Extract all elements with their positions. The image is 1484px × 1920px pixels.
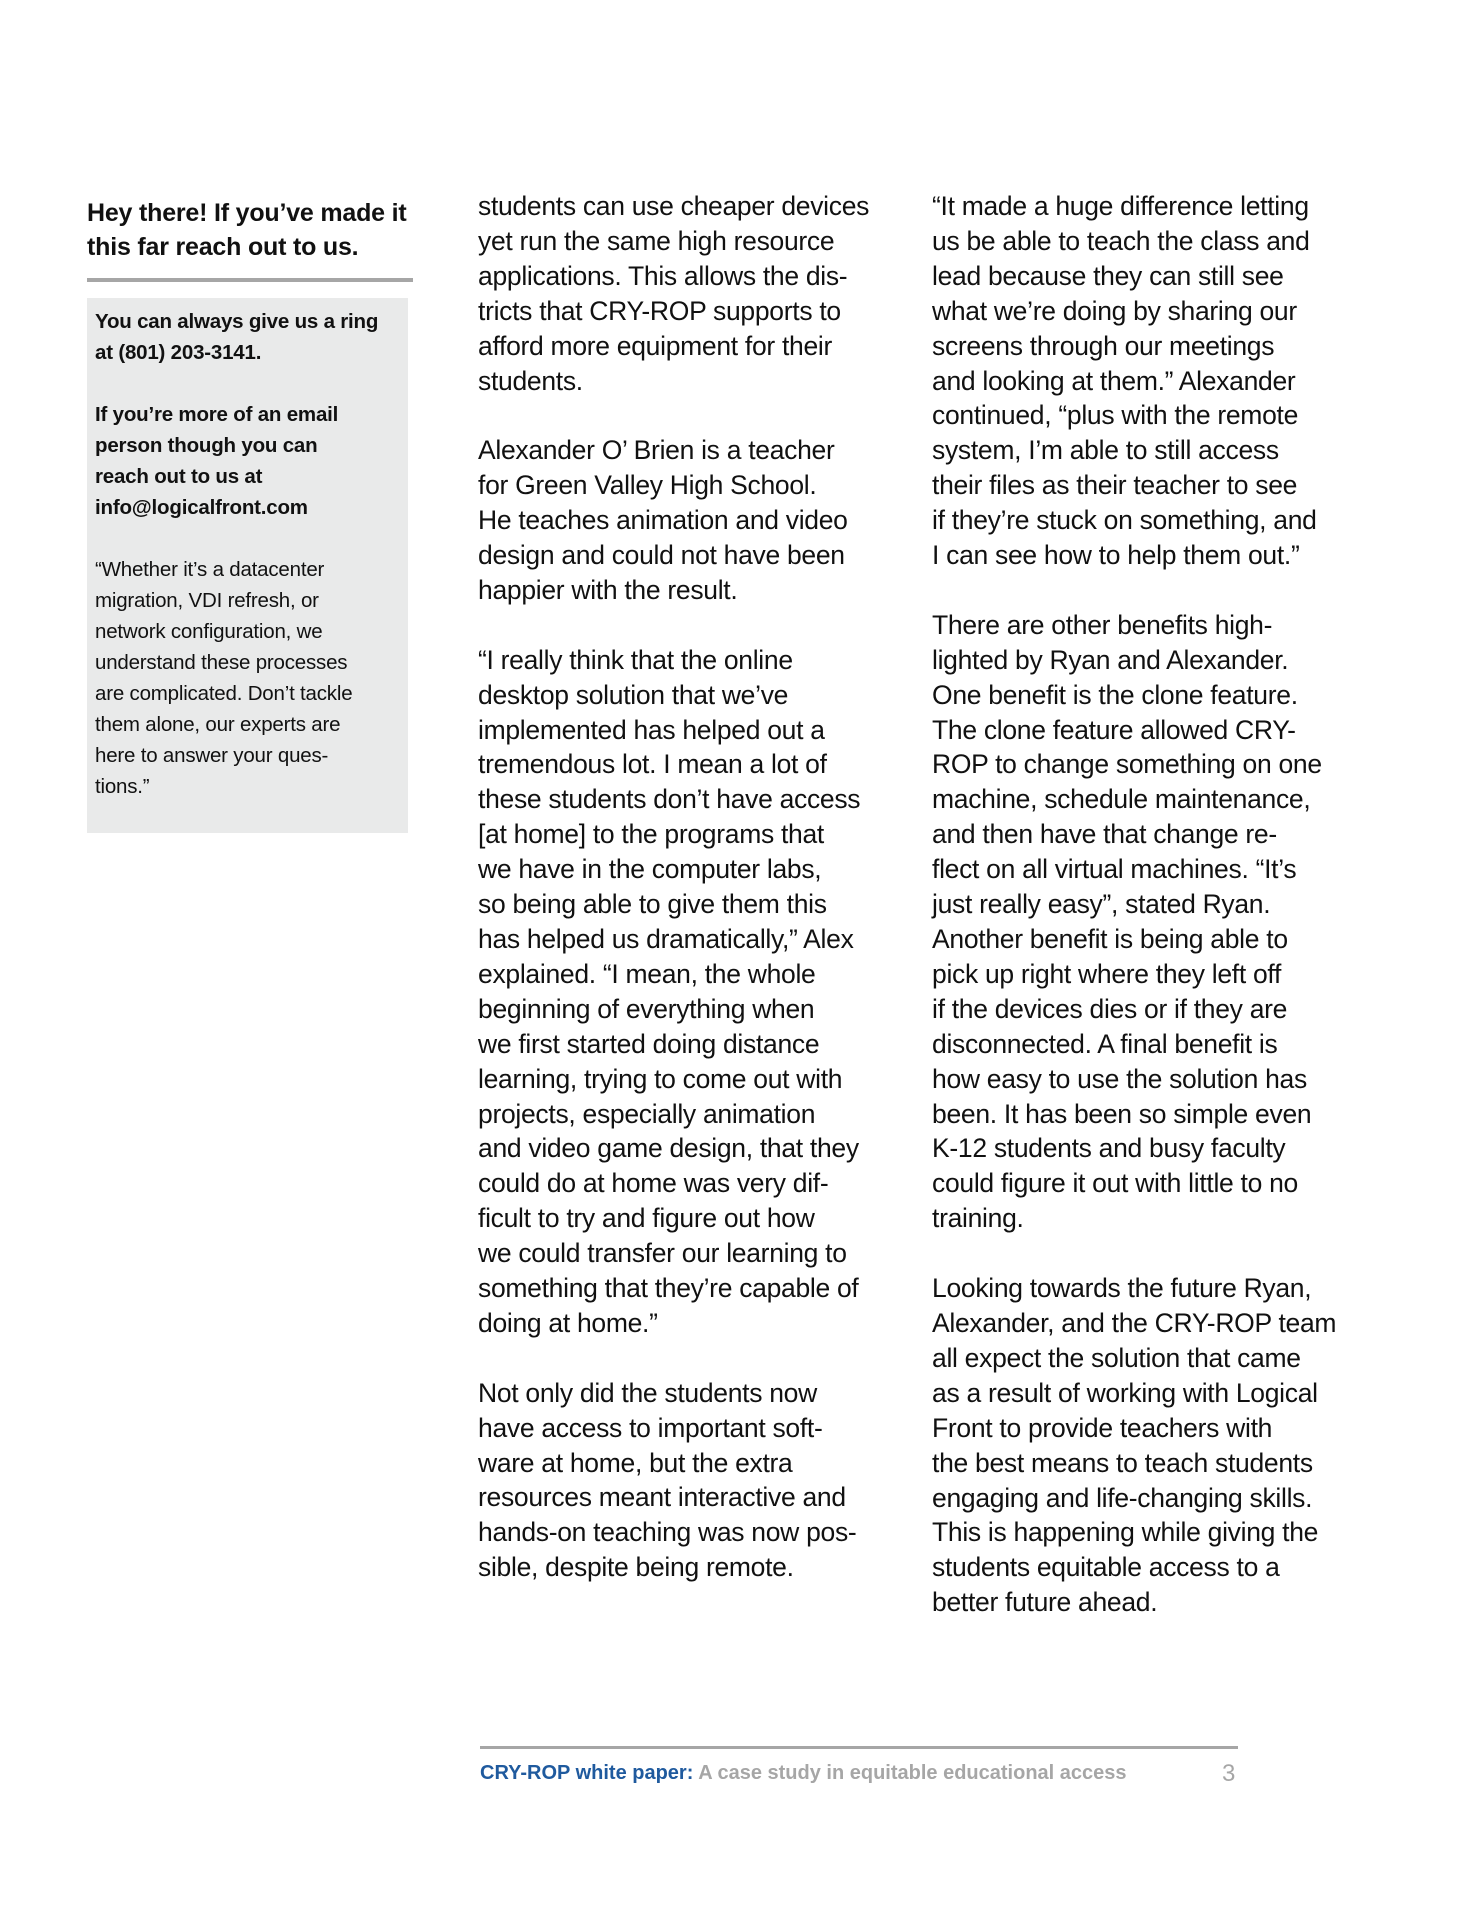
sidebar-heading bbox=[87, 196, 417, 264]
text-line: for Green Valley High School. bbox=[478, 470, 817, 501]
quote-line: them alone, our experts are bbox=[95, 713, 341, 736]
text-line: happier with the result. bbox=[478, 574, 738, 605]
paragraph-future bbox=[932, 1271, 1362, 1620]
text-line: projects, especially animation bbox=[478, 1098, 816, 1129]
body-column-right bbox=[932, 189, 1362, 1620]
contact-info-box bbox=[87, 298, 408, 833]
text-line: students equitable access to a bbox=[932, 1552, 1280, 1583]
text-line: Front to provide teachers with bbox=[932, 1412, 1273, 1443]
text-line: doing at home.” bbox=[478, 1307, 658, 1338]
text-line: Alexander O’ Brien is a teacher bbox=[478, 435, 835, 466]
email-address-link[interactable]: info@logicalfront.com bbox=[95, 496, 308, 519]
footer-subtitle: A case study in equitable educational access bbox=[698, 1762, 1127, 1784]
text-line: students. bbox=[478, 365, 583, 396]
text-line: yet run the same high resource bbox=[478, 225, 835, 256]
text-line: lighted by Ryan and Alexander. bbox=[932, 644, 1289, 675]
paragraph-teacher-intro bbox=[478, 433, 898, 608]
text-line: sible, despite being remote. bbox=[478, 1552, 794, 1583]
text-line: and video game design, that they bbox=[478, 1133, 859, 1164]
paragraph-devices bbox=[478, 189, 898, 398]
text-line: how easy to use the solution has bbox=[932, 1063, 1307, 1094]
text-line: ficult to try and figure out how bbox=[478, 1203, 815, 1234]
quote-line: understand these processes bbox=[95, 651, 348, 674]
text-line: afford more equipment for their bbox=[478, 330, 833, 361]
text-line: learning, trying to come out with bbox=[478, 1063, 843, 1094]
text-line: us be able to teach the class and bbox=[932, 225, 1310, 256]
text-line: pick up right where they left off bbox=[932, 958, 1282, 989]
paragraph-difference-quote bbox=[932, 189, 1362, 573]
email-paragraph bbox=[95, 399, 400, 523]
text-line: been. It has been so simple even bbox=[932, 1098, 1312, 1129]
text-line: Another benefit is being able to bbox=[932, 924, 1288, 955]
text-line: Alexander, and the CRY-ROP team bbox=[932, 1307, 1337, 1338]
contact-sidebar bbox=[87, 196, 417, 798]
text-line: implemented has helped out a bbox=[478, 714, 825, 745]
email-line: person though you can bbox=[95, 434, 318, 457]
text-line: Looking towards the future Ryan, bbox=[932, 1273, 1312, 1304]
text-line: could figure it out with little to no bbox=[932, 1168, 1298, 1199]
text-line: lead because they can still see bbox=[932, 260, 1284, 291]
text-line: disconnected. A final benefit is bbox=[932, 1028, 1278, 1059]
text-line: something that they’re capable of bbox=[478, 1273, 859, 1304]
text-line: could do at home was very dif- bbox=[478, 1168, 829, 1199]
text-line: we first started doing distance bbox=[478, 1028, 820, 1059]
text-line: engaging and life-changing skills. bbox=[932, 1482, 1313, 1513]
text-line: applications. This allows the dis- bbox=[478, 260, 848, 291]
text-line: design and could not have been bbox=[478, 540, 845, 571]
text-line: if the devices dies or if they are bbox=[932, 993, 1288, 1024]
text-line: This is happening while giving the bbox=[932, 1517, 1319, 1548]
text-line: if they’re stuck on something, and bbox=[932, 505, 1317, 536]
text-line: ROP to change something on one bbox=[932, 749, 1322, 780]
text-line: all expect the solution that came bbox=[932, 1342, 1301, 1373]
text-line: have access to important soft- bbox=[478, 1412, 823, 1443]
phone-line: You can always give us a ring bbox=[95, 310, 379, 333]
quote-line: network configuration, we bbox=[95, 620, 323, 643]
phone-paragraph bbox=[95, 306, 400, 368]
paragraph-teacher-quote bbox=[478, 643, 898, 1341]
text-line: so being able to give them this bbox=[478, 889, 827, 920]
text-line: their files as their teacher to see bbox=[932, 470, 1298, 501]
text-line: continued, “plus with the remote bbox=[932, 400, 1299, 431]
text-line: He teaches animation and video bbox=[478, 505, 848, 536]
quote-line: tions.” bbox=[95, 775, 150, 798]
paragraph-other-benefits bbox=[932, 608, 1362, 1236]
text-line: One benefit is the clone feature. bbox=[932, 679, 1298, 710]
text-line: K-12 students and busy faculty bbox=[932, 1133, 1286, 1164]
text-line: training. bbox=[932, 1203, 1024, 1234]
text-line: beginning of everything when bbox=[478, 993, 815, 1024]
text-line: There are other benefits high- bbox=[932, 609, 1273, 640]
text-line: [at home] to the programs that bbox=[478, 819, 824, 850]
footer-brand-title: CRY-ROP white paper: bbox=[480, 1762, 694, 1784]
text-line: The clone feature allowed CRY- bbox=[932, 714, 1296, 745]
heading-line: this far reach out to us. bbox=[87, 233, 359, 261]
text-line: hands-on teaching was now pos- bbox=[478, 1517, 857, 1548]
text-line: and then have that change re- bbox=[932, 819, 1277, 850]
text-line: system, I’m able to still access bbox=[932, 435, 1279, 466]
text-line: students can use cheaper devices bbox=[478, 191, 870, 221]
sidebar-divider bbox=[87, 278, 413, 282]
text-line: machine, schedule maintenance, bbox=[932, 784, 1311, 815]
text-line: better future ahead. bbox=[932, 1587, 1158, 1618]
text-line: screens through our meetings bbox=[932, 330, 1275, 361]
heading-line: Hey there! If you’ve made it bbox=[87, 199, 407, 227]
text-line: I can see how to help them out.” bbox=[932, 540, 1300, 571]
text-line: ware at home, but the extra bbox=[478, 1447, 793, 1478]
footer-divider bbox=[480, 1746, 1238, 1749]
text-line: tremendous lot. I mean a lot of bbox=[478, 749, 827, 780]
text-line: and looking at them.” Alexander bbox=[932, 365, 1296, 396]
text-line: Not only did the students now bbox=[478, 1377, 817, 1408]
quote-line: migration, VDI refresh, or bbox=[95, 589, 319, 612]
quote-line: are complicated. Don’t tackle bbox=[95, 682, 353, 705]
body-column-middle bbox=[478, 189, 898, 1585]
text-line: has helped us dramatically,” Alex bbox=[478, 924, 854, 954]
page-footer bbox=[480, 1760, 1240, 1790]
email-line: reach out to us at bbox=[95, 465, 263, 488]
text-line: just really easy”, stated Ryan. bbox=[932, 889, 1271, 920]
quote-line: here to answer your ques- bbox=[95, 744, 329, 767]
text-line: as a result of working with Logical bbox=[932, 1377, 1318, 1408]
text-line: “It made a huge difference letting bbox=[932, 191, 1309, 221]
text-line: explained. “I mean, the whole bbox=[478, 958, 816, 989]
text-line: we have in the computer labs, bbox=[478, 854, 822, 885]
quote-paragraph bbox=[95, 554, 400, 802]
text-line: what we’re doing by sharing our bbox=[932, 295, 1297, 326]
email-line: If you’re more of an email bbox=[95, 403, 339, 426]
text-line: resources meant interactive and bbox=[478, 1482, 846, 1513]
text-line: flect on all virtual machines. “It’s bbox=[932, 854, 1297, 885]
quote-line: “Whether it’s a datacenter bbox=[95, 558, 325, 581]
text-line: “I really think that the online bbox=[478, 644, 793, 675]
text-line: the best means to teach students bbox=[932, 1447, 1313, 1478]
paragraph-software-access bbox=[478, 1376, 898, 1585]
phone-number[interactable]: at (801) 203-3141. bbox=[95, 341, 262, 364]
text-line: these students don’t have access bbox=[478, 784, 861, 815]
text-line: tricts that CRY-ROP supports to bbox=[478, 295, 841, 326]
text-line: we could transfer our learning to bbox=[478, 1238, 847, 1269]
text-line: desktop solution that we’ve bbox=[478, 679, 789, 710]
page-number: 3 bbox=[1222, 1760, 1236, 1787]
